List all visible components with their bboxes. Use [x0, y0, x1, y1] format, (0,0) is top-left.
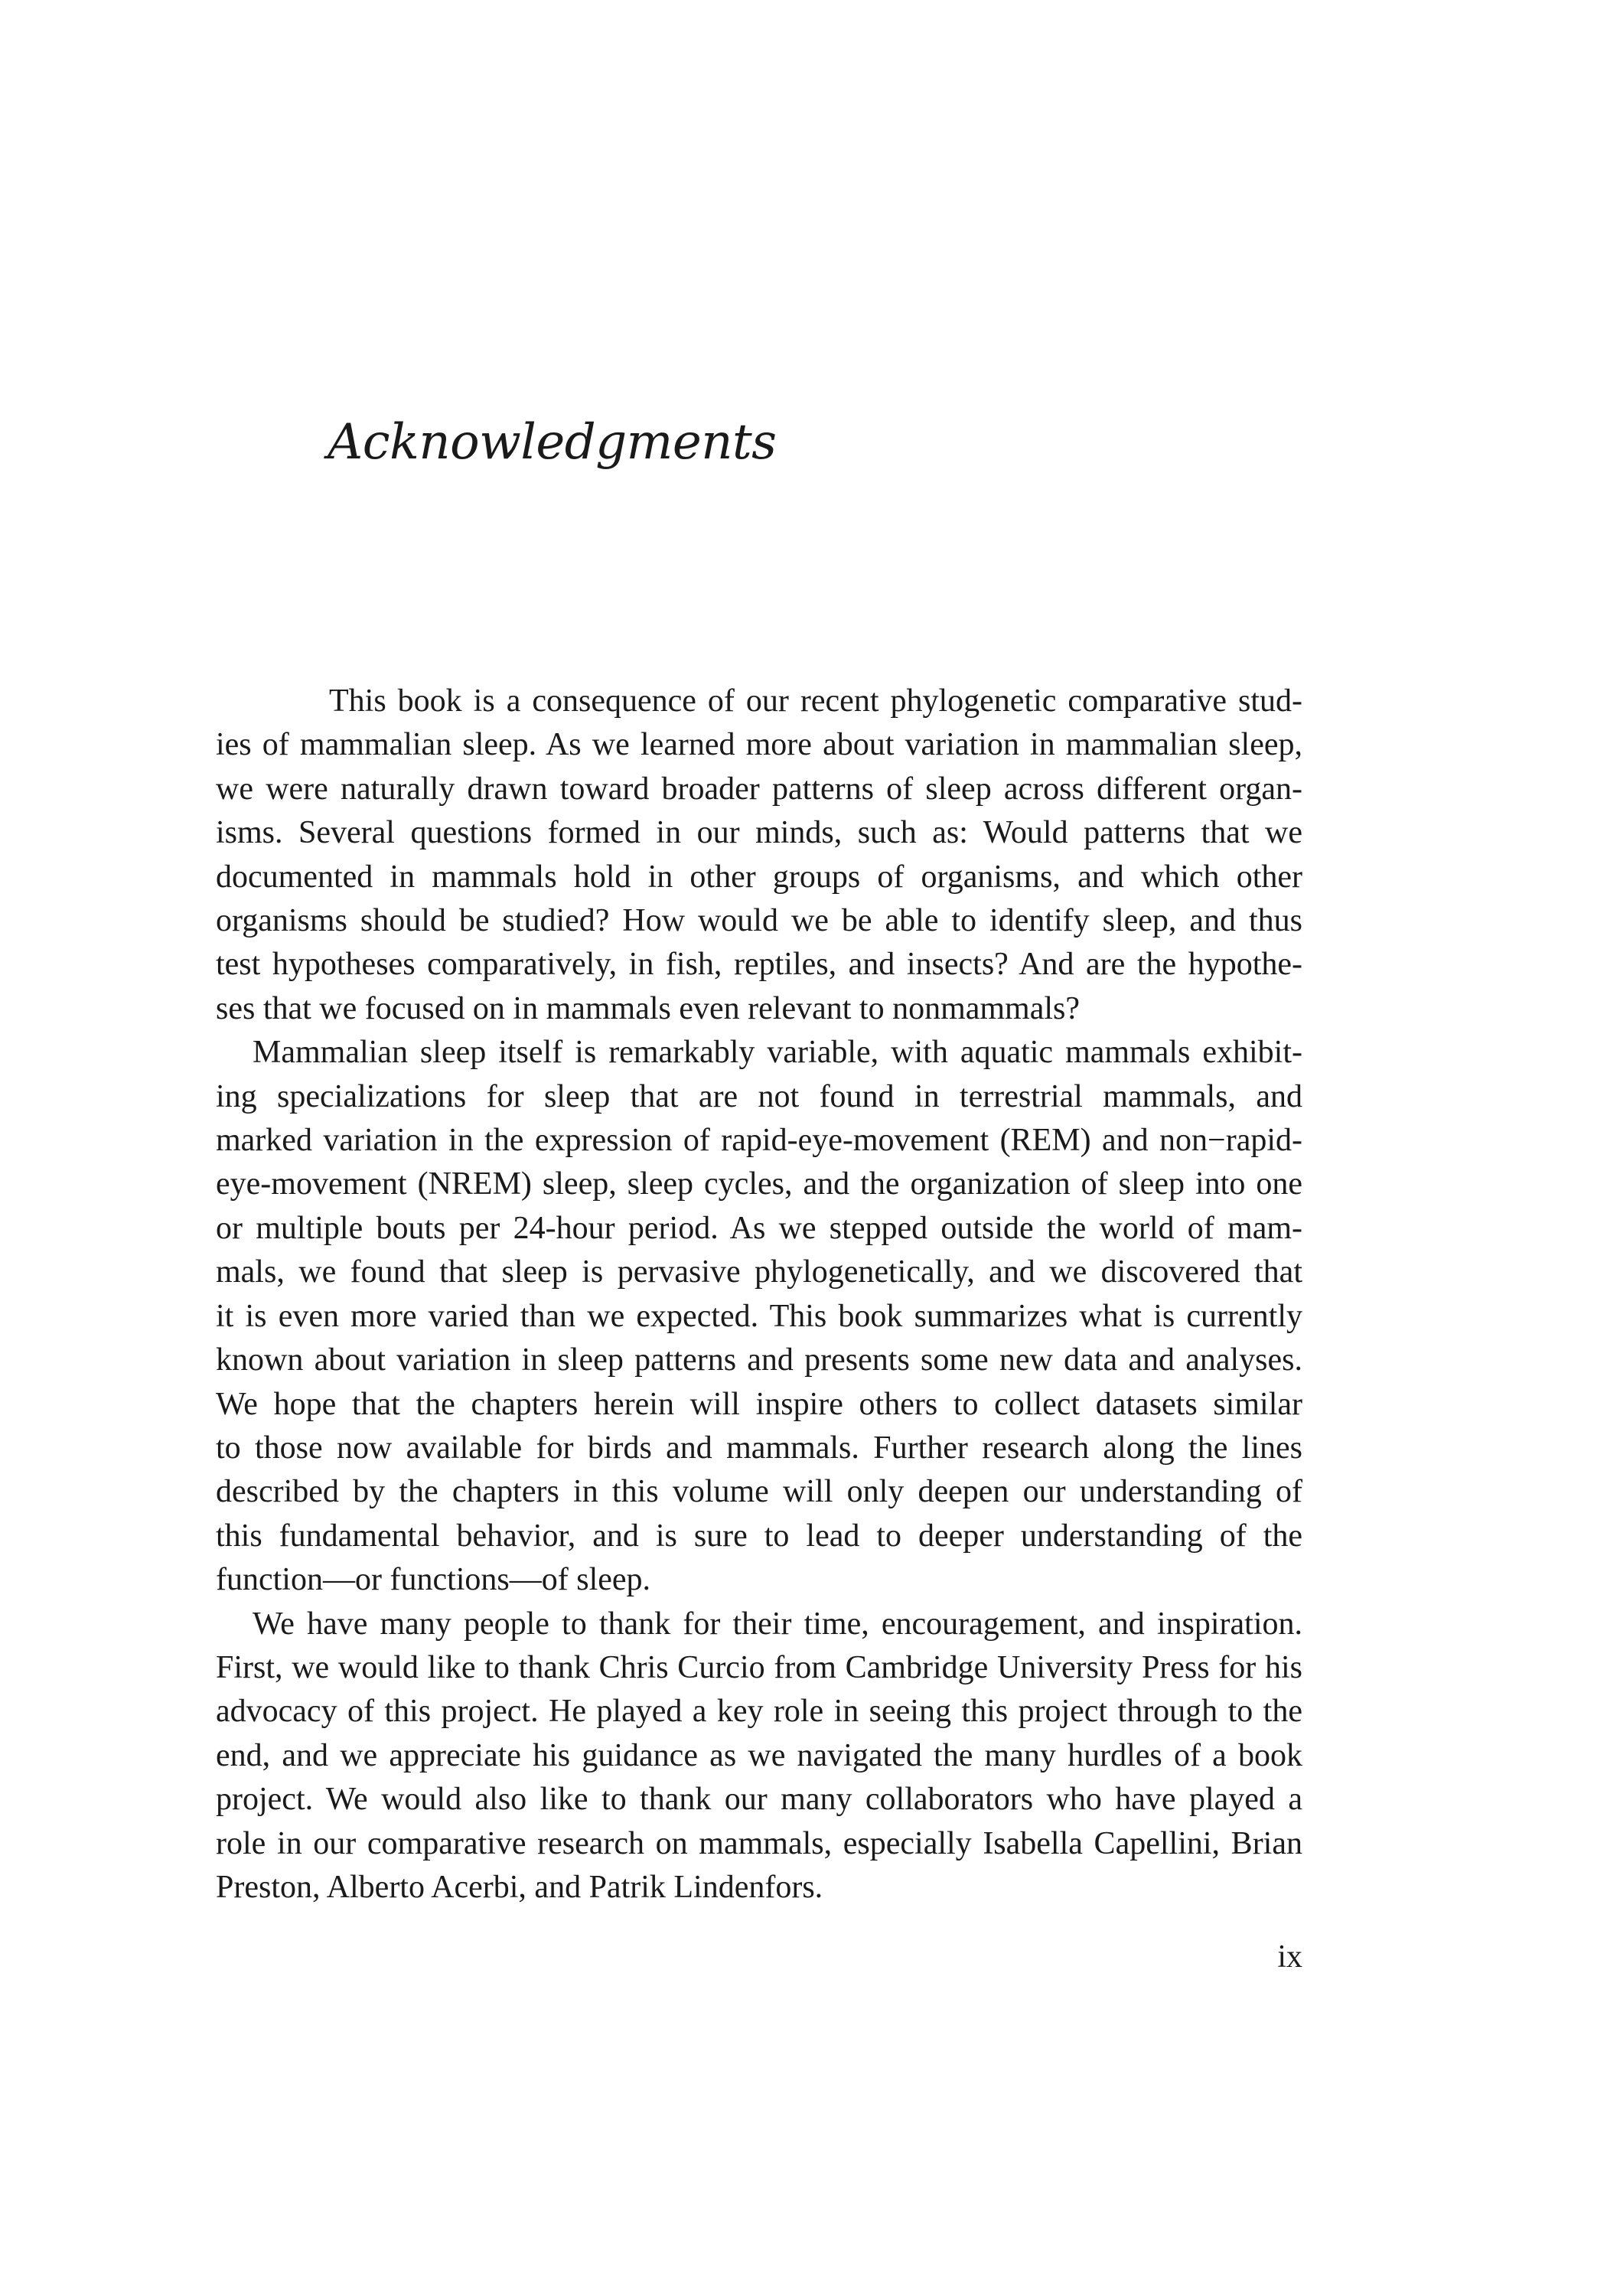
paragraph-1 — [216, 680, 1302, 1031]
text-line: project. We would also like to thank our many collaborators who have played a — [216, 1782, 1302, 1818]
text-line: test hypotheses comparatively, in fish, reptiles, and insects? And are the hypothe- — [216, 947, 1302, 983]
text-line: advocacy of this project. He played a key role in seeing this project through to the — [216, 1694, 1302, 1730]
text-line: we were naturally drawn toward broader patterns of sleep across different organ- — [216, 771, 1302, 807]
text-line: mals, we found that sleep is pervasive phylogenetically, and we discovered that — [216, 1254, 1302, 1290]
text-line: or multiple bouts per 24-hour period. As we stepped outside the world of mam- — [216, 1210, 1302, 1246]
text-line: end, and we appreciate his guidance as we navigated the many hurdles of a book — [216, 1737, 1302, 1773]
text-line: ing specializations for sleep that are not found in terrestrial mammals, and — [216, 1078, 1302, 1114]
text-line: We have many people to thank for their time, encouragement, and inspiration. — [253, 1606, 1302, 1642]
text-line: First, we would like to thank Chris Curcio from Cambridge University Press for his — [216, 1649, 1302, 1685]
text-line: ies of mammalian sleep. As we learned more about variation in mammalian sleep, — [216, 727, 1302, 763]
text-line: this fundamental behavior, and is sure to lead to deeper understanding of the — [216, 1518, 1302, 1554]
text-line: This book is a consequence of our recent phylogenetic comparative stud- — [329, 683, 1302, 719]
text-line: eye-movement (NREM) sleep, sleep cycles, and the organization of sleep into one — [216, 1166, 1302, 1202]
text-line: function—or functions—of sleep. — [216, 1562, 651, 1598]
text-line: described by the chapters in this volume will only deepen our understanding of — [216, 1474, 1302, 1510]
page-number: ix — [1277, 1939, 1302, 1975]
text-line: isms. Several questions formed in our minds, such as: Would patterns that we — [216, 815, 1302, 851]
text-line: We hope that the chapters herein will inspire others to collect datasets similar — [216, 1386, 1302, 1422]
text-line: Mammalian sleep itself is remarkably variable, with aquatic mammals exhibit- — [253, 1035, 1302, 1071]
text-line: role in our comparative research on mammals, especially Isabella Capellini, Brian — [216, 1825, 1302, 1861]
text-line: to those now available for birds and mammals. Further research along the lines — [216, 1430, 1302, 1466]
page-title: Acknowledgments — [328, 414, 777, 471]
text-line: ses that we focused on in mammals even relevant to nonmammals? — [216, 990, 1081, 1026]
text-line: known about variation in sleep patterns and presents some new data and analyses. — [216, 1342, 1302, 1378]
text-line: documented in mammals hold in other groups of organisms, and which other — [216, 859, 1302, 895]
body-text — [216, 680, 1302, 1910]
text-line: it is even more varied than we expected. This book summarizes what is currently — [216, 1298, 1302, 1334]
text-line: organisms should be studied? How would we be able to identify sleep, and thus — [216, 903, 1302, 939]
paragraph-3 — [216, 1603, 1302, 1910]
text-line: Preston, Alberto Acerbi, and Patrik Lindenfors. — [216, 1869, 823, 1905]
text-line: marked variation in the expression of rapid-eye-movement (REM) and non−rapid- — [216, 1123, 1302, 1159]
paragraph-2 — [216, 1031, 1302, 1602]
